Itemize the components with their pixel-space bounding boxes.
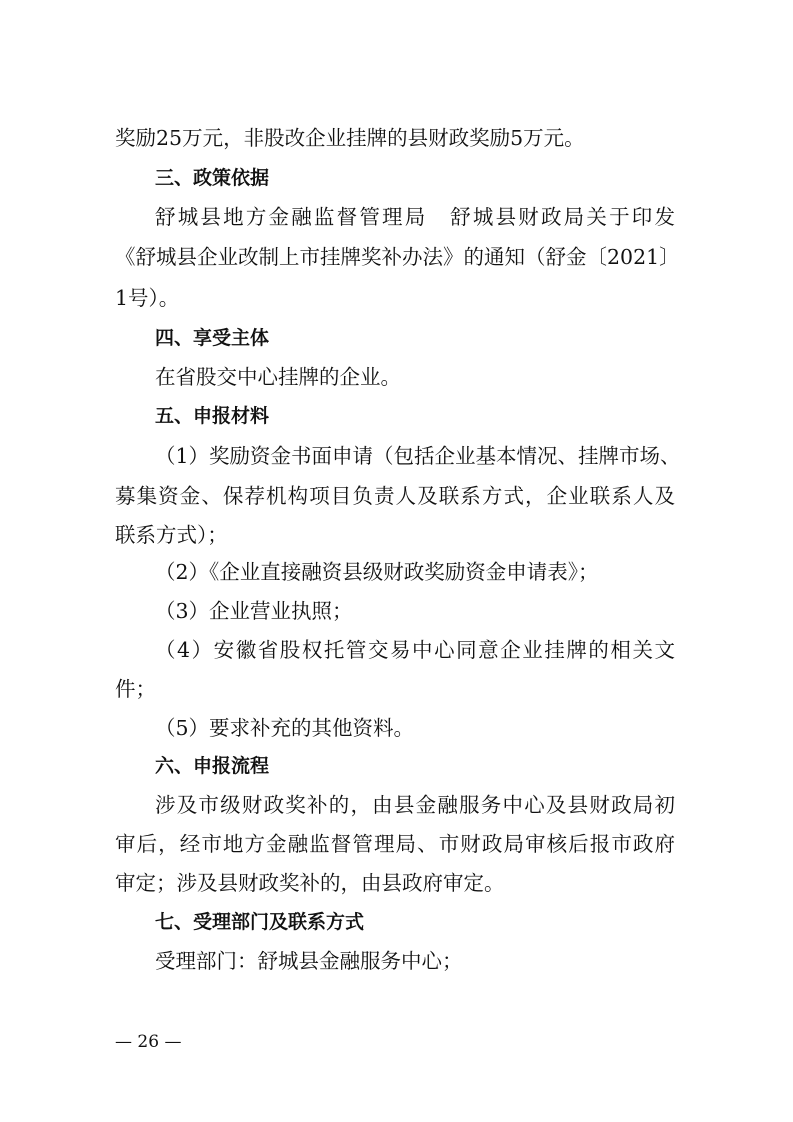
list-item-line: （5）要求补充的其他资料。 xyxy=(155,716,415,740)
paragraph-line: 《舒城县企业改制上市挂牌奖补办法》的通知（舒金〔2021〕 xyxy=(115,245,680,269)
list-item-line: （3）企业营业执照； xyxy=(155,599,353,623)
paragraph-line: 舒城县地方金融监督管理局 舒城县财政局关于印发 xyxy=(155,205,675,229)
list-item-line: （4）安徽省股权托管交易中心同意企业挂牌的相关文 xyxy=(155,638,675,662)
paragraph-line: 涉及市级财政奖补的，由县金融服务中心及县财政局初 xyxy=(155,793,675,817)
section-heading-department-contact: 七、受理部门及联系方式 xyxy=(155,911,365,933)
page-number: — 26 — xyxy=(115,1032,182,1052)
list-item-line: 联系方式）； xyxy=(115,523,228,547)
list-item-line: 件； xyxy=(115,677,156,701)
list-item-line: （1）奖励资金书面申请（包括企业基本情况、挂牌市场、 xyxy=(155,444,681,468)
list-item-line: 募集资金、保荐机构项目负责人及联系方式，企业联系人及 xyxy=(115,484,675,508)
paragraph-line: 审定；涉及县财政奖补的，由县政府审定。 xyxy=(115,871,505,895)
list-item-line: （2）《企业直接融资县级财政奖励资金申请表》； xyxy=(155,560,599,584)
paragraph-line: 受理部门：舒城县金融服务中心； xyxy=(155,949,463,973)
section-heading-application-materials: 五、申报材料 xyxy=(155,405,270,427)
paragraph-line: 在省股交中心挂牌的企业。 xyxy=(155,365,401,389)
section-heading-policy-basis: 三、政策依据 xyxy=(155,167,270,189)
paragraph-line: 审后，经市地方金融监督管理局、市财政局审核后报市政府 xyxy=(115,832,675,856)
paragraph-line: 奖励25万元，非股改企业挂牌的县财政奖励5万元。 xyxy=(115,126,585,150)
section-heading-application-process: 六、申报流程 xyxy=(155,755,270,777)
section-heading-eligible-subject: 四、享受主体 xyxy=(155,327,270,349)
paragraph-line: 1号）。 xyxy=(115,286,180,310)
